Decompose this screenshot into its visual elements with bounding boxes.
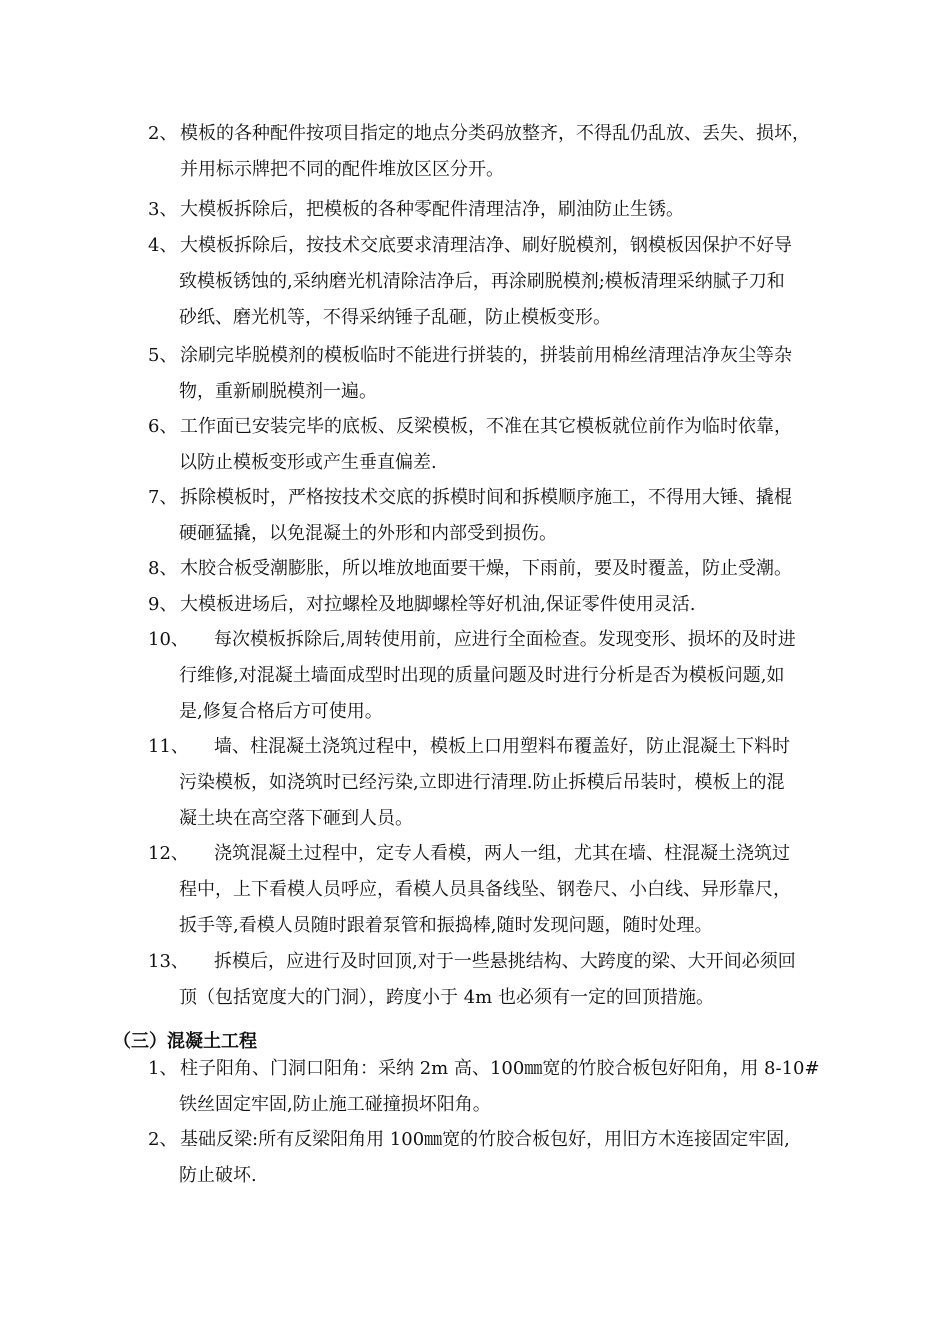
- item-number: 1、: [148, 1058, 178, 1079]
- section-list-item-2: [148, 1122, 860, 1194]
- item-text-line: 大模板进场后，对拉螺栓及地脚螺栓等好机油,保证零件使用灵活.: [180, 594, 696, 615]
- item-text-line: 墙、柱混凝土浇筑过程中，模板上口用塑料布覆盖好，防止混凝土下料时: [214, 736, 790, 757]
- item-text-line: 污染模板，如浇筑时已经污染,立即进行清理.防止拆模后吊装时，模板上的混: [179, 772, 785, 793]
- item-text-line: 硬砸猛撬，以免混凝土的外形和内部受到损伤。: [179, 523, 557, 544]
- item-number: 5、: [148, 345, 178, 366]
- item-text-line: 并用标示牌把不同的配件堆放区区分开。: [180, 159, 504, 180]
- item-number: 6、: [148, 416, 178, 437]
- item-text-line: 行维修,对混凝土墙面成型时出现的质量问题及时进行分析是否为模板问题,如: [179, 665, 785, 686]
- item-number: 7、: [148, 487, 178, 508]
- item-text-line: 模板的各种配件按项目指定的地点分类码放整齐，不得乱仍乱放、丢失、损坏，: [180, 123, 810, 144]
- list-item-6: [148, 409, 860, 481]
- item-number: 13、: [148, 951, 189, 972]
- list-item-8: [148, 551, 860, 587]
- item-text-line: 防止破坏.: [179, 1165, 257, 1186]
- item-number: 3、: [148, 199, 178, 220]
- item-text-line: 顶（包括宽度大的门洞），跨度小于 4m 也必须有一定的回顶措施。: [179, 987, 714, 1008]
- item-text-line: 浇筑混凝土过程中，定专人看模，两人一组，尤其在墙、柱混凝土浇筑过: [214, 843, 790, 864]
- item-text-line: 每次模板拆除后,周转使用前，应进行全面检查。发现变形、损坏的及时进: [214, 629, 796, 650]
- item-text-line: 程中，上下看模人员呼应，看模人员具备线坠、钢卷尺、小白线、异形靠尺，: [179, 879, 791, 900]
- list-item-10: [148, 622, 860, 730]
- item-text-line: 柱子阳角、门洞口阳角：采纳 2m 高、100㎜宽的竹胶合板包好阳角，用 8-10#: [180, 1058, 820, 1079]
- item-text-line: 涂刷完毕脱模剂的模板临时不能进行拼装的，拼装前用棉丝清理洁净灰尘等杂: [180, 345, 792, 366]
- item-text-line: 工作面已安装完毕的底板、反梁模板，不准在其它模板就位前作为临时依靠，: [180, 416, 792, 437]
- item-text-line: 基础反梁:所有反梁阳角用 100㎜宽的竹胶合板包好，用旧方木连接固定牢固,: [180, 1129, 790, 1150]
- section-heading: （三）混凝土工程: [113, 1031, 257, 1052]
- item-text-line: 扳手等,看模人员随时跟着泵管和振捣棒,随时发现问题，随时处理。: [179, 915, 713, 936]
- section-list-item-1: [148, 1051, 860, 1123]
- list-item-3: [148, 192, 860, 228]
- item-number: 11、: [148, 736, 189, 757]
- item-number: 4、: [148, 235, 178, 256]
- item-number: 2、: [148, 1129, 178, 1150]
- item-text-line: 是,修复合格后方可使用。: [179, 701, 383, 722]
- list-item-5: [148, 338, 860, 410]
- list-item-9: [148, 587, 860, 623]
- list-item-2: [148, 116, 860, 188]
- item-text-line: 拆模后，应进行及时回顶,对于一些悬挑结构、大跨度的梁、大开间必须回: [214, 951, 796, 972]
- item-text-line: 凝土块在高空落下砸到人员。: [179, 808, 413, 829]
- item-text-line: 致模板锈蚀的,采纳磨光机清除洁净后，再涂刷脱模剂;模板清理采纳腻子刀和: [179, 271, 785, 292]
- item-number: 9、: [148, 594, 178, 615]
- item-text-line: 木胶合板受潮膨胀，所以堆放地面要干燥，下雨前，要及时覆盖，防止受潮。: [180, 558, 792, 579]
- list-item-4: [148, 228, 860, 336]
- list-item-13: [148, 944, 860, 1016]
- item-text-line: 以防止模板变形或产生垂直偏差.: [179, 452, 437, 473]
- item-text-line: 大模板拆除后，把模板的各种零配件清理洁净，刷油防止生锈。: [180, 199, 684, 220]
- list-item-7: [148, 480, 860, 552]
- item-text-line: 砂纸、磨光机等，不得采纳锤子乱砸，防止模板变形。: [179, 307, 611, 328]
- item-text-line: 物，重新刷脱模剂一遍。: [179, 381, 377, 402]
- list-item-11: [148, 729, 860, 837]
- item-text-line: 铁丝固定牢固,防止施工碰撞损坏阳角。: [179, 1094, 491, 1115]
- item-number: 2、: [148, 123, 178, 144]
- list-item-12: [148, 836, 860, 944]
- item-number: 12、: [148, 843, 189, 864]
- item-number: 10、: [148, 629, 189, 650]
- item-text-line: 拆除模板时，严格按技术交底的拆模时间和拆模顺序施工，不得用大锤、撬棍: [180, 487, 792, 508]
- item-text-line: 大模板拆除后，按技术交底要求清理洁净、刷好脱模剂，钢模板因保护不好导: [180, 235, 792, 256]
- item-number: 8、: [148, 558, 178, 579]
